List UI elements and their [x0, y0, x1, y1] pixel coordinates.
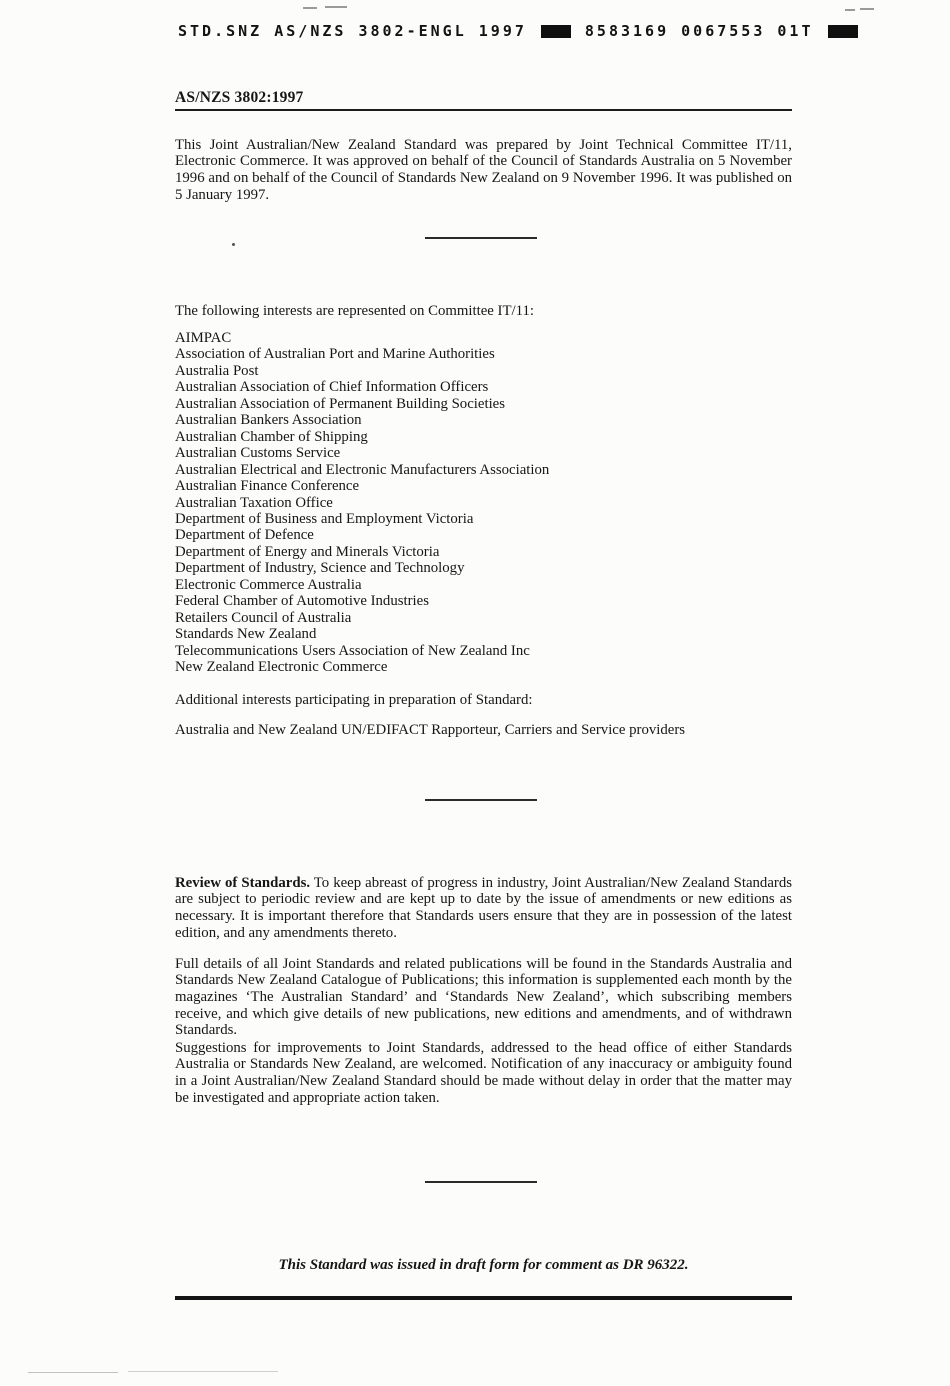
committee-member-list [175, 330, 792, 676]
suggestions-paragraph: Suggestions for improvements to Joint Standards, addressed to the head office of either Standards Australia or Standards New Zealand, are welcomed. Notification of any inaccuracy or ambiguity found in a Joint Australian/New Zealand Standard should be made without delay in order that the matter may be investigated and appropriate action taken. [175, 1039, 792, 1106]
section-divider [425, 1181, 537, 1183]
committee-member-item: Association of Australian Port and Marine Authorities [175, 346, 495, 363]
scan-artifact [232, 243, 235, 246]
committee-member-item: Telecommunications Users Association of New Zealand Inc [175, 642, 530, 659]
committee-member-item: Australia Post [175, 362, 259, 379]
committee-member-item: Department of Energy and Minerals Victoria [175, 543, 440, 560]
committee-member-item: Australian Association of Permanent Building Societies [175, 395, 506, 412]
committee-member-item: Australian Chamber of Shipping [175, 428, 368, 445]
committee-member-item: Australian Customs Service [175, 445, 341, 462]
header-code-left: STD.SNZ AS/NZS 3802-ENGL 1997 [178, 22, 527, 40]
standard-id-heading: AS/NZS 3802:1997 [175, 89, 304, 106]
scan-artifact [28, 1372, 118, 1373]
additional-interests-intro: Additional interests participating in preparation of Standard: [175, 692, 533, 708]
ink-block-icon [828, 25, 858, 38]
document-header-code [178, 22, 838, 40]
review-body: To keep abreast of progress in industry, Joint Australian/New Zealand Standards are subject to periodic review and are kept up to date by the issue of amendments or new editions as necessary. It is important therefore that Standards users ensure that they are in possession of the latest edition, and any amendments thereto. [175, 874, 792, 941]
committee-member-item: Department of Business and Employment Victoria [175, 510, 474, 527]
review-of-standards-paragraph [175, 875, 792, 941]
scan-artifact [325, 6, 347, 8]
draft-comment-note: This Standard was issued in draft form for comment as DR 96322. [278, 1257, 689, 1273]
scan-artifact [303, 7, 317, 9]
committee-member-item: New Zealand Electronic Commerce [175, 659, 388, 676]
ink-block-icon [541, 25, 571, 38]
scan-artifact [128, 1371, 278, 1372]
additional-interests-body: Australia and New Zealand UN/EDIFACT Rapporteur, Carriers and Service providers [175, 722, 686, 738]
committee-member-item: Standards New Zealand [175, 626, 317, 643]
full-details-paragraph: Full details of all Joint Standards and related publications will be found in the Standards Australia and Standards New Zealand Catalogue of Publications; this information is supplemented each month by the magazines ‘The Australian Standard’ and ‘Standards New Zealand’, which subscribing members receive, and which give details of new publications, new editions and amendments, and of withdrawn Standards. [175, 955, 792, 1039]
committee-member-item: Federal Chamber of Automotive Industries [175, 593, 429, 610]
scan-artifact [845, 9, 855, 11]
heading-rule [175, 109, 792, 111]
committee-member-item: Australian Finance Conference [175, 478, 360, 495]
review-heading: Review of Standards. [175, 874, 311, 891]
committee-member-item: Australian Bankers Association [175, 412, 362, 429]
committee-member-item: Retailers Council of Australia [175, 609, 352, 626]
committee-member-item: AIMPAC [175, 330, 232, 346]
committee-member-item: Australian Taxation Office [175, 494, 333, 511]
preparation-paragraph: This Joint Australian/New Zealand Standard was prepared by Joint Technical Committee IT/11, Electronic Commerce. It was approved on behalf of the Council of Standards Australia on 5 November 1996 and on behalf of the Council of Standards New Zealand on 9 November 1996. It was published on 5 January 1997. [175, 136, 792, 203]
header-code-right: 8583169 0067553 01T [584, 22, 814, 40]
scan-artifact [860, 8, 874, 10]
committee-member-item: Electronic Commerce Australia [175, 576, 362, 593]
page-bottom-rule [175, 1296, 792, 1300]
committee-intro-text: The following interests are represented on Committee IT/11: [175, 303, 534, 319]
section-divider [425, 799, 537, 801]
committee-member-item: Department of Defence [175, 527, 314, 544]
committee-member-item: Australian Electrical and Electronic Manufacturers Association [175, 461, 550, 478]
committee-member-item: Department of Industry, Science and Technology [175, 560, 465, 577]
committee-member-item: Australian Association of Chief Information Officers [175, 379, 489, 396]
section-divider [425, 237, 537, 239]
